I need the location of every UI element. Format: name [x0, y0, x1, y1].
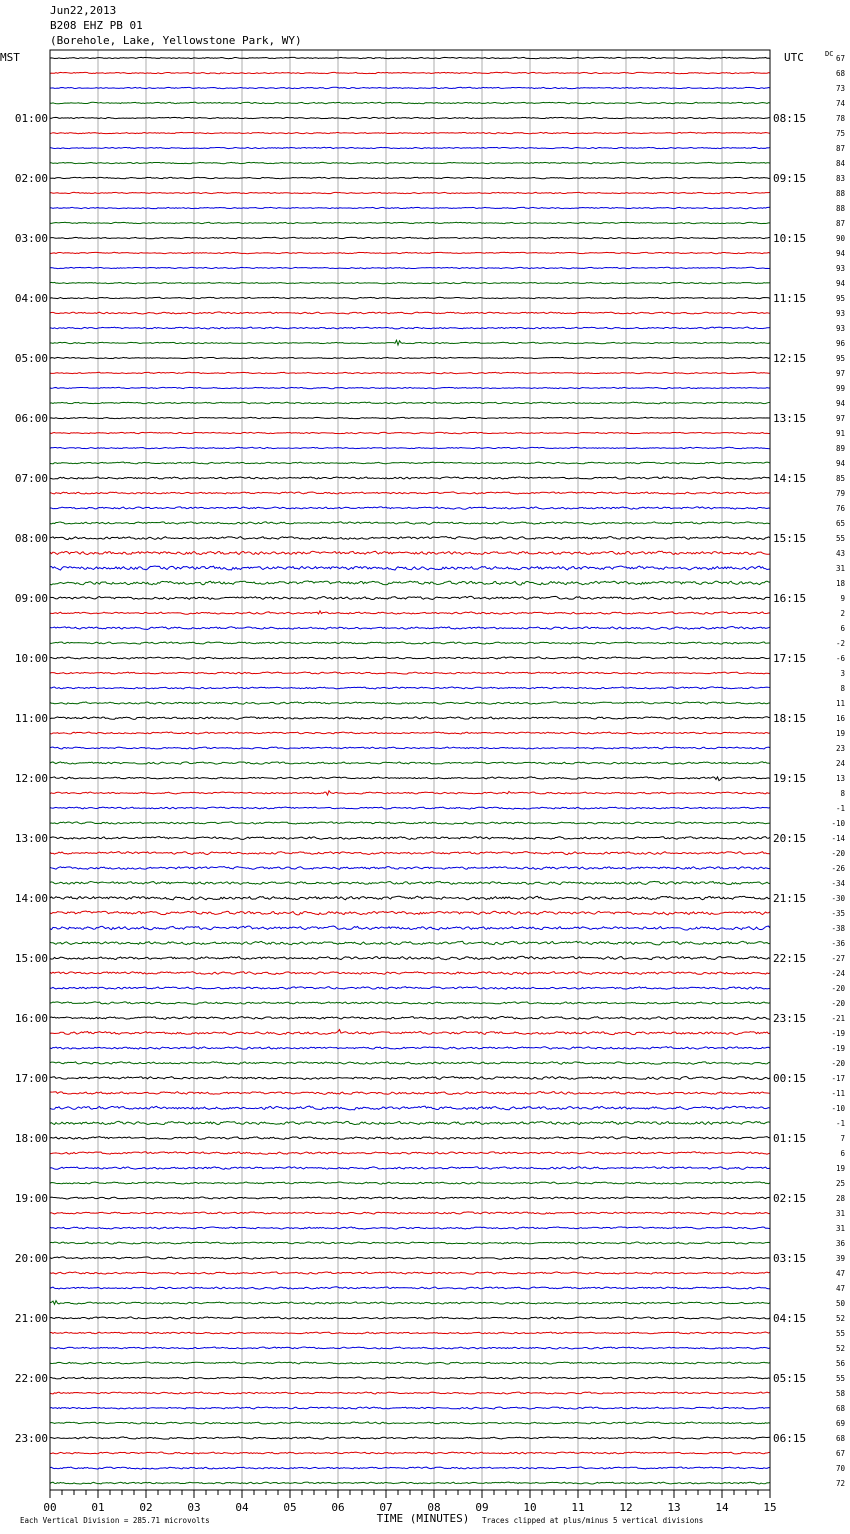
trace-12	[50, 237, 770, 238]
dc-offset-label: 9	[840, 594, 845, 603]
trace-70	[50, 1106, 770, 1110]
dc-offset-label: 25	[835, 1179, 845, 1188]
dc-offset-label: -26	[831, 864, 845, 873]
trace-36	[50, 596, 770, 599]
trace-65	[50, 1030, 770, 1035]
dc-offset-label: 95	[835, 354, 845, 363]
dc-offset-label: 97	[835, 414, 845, 423]
dc-offset-label: 55	[835, 1374, 845, 1383]
dc-offset-label: 8	[840, 789, 845, 798]
trace-16	[50, 297, 770, 299]
trace-76	[50, 1197, 770, 1199]
trace-39	[50, 642, 770, 644]
trace-73	[50, 1152, 770, 1155]
dc-offset-label: 69	[835, 1419, 845, 1428]
utc-hour-label: 23:15	[773, 1012, 807, 1025]
dc-offset-label: 55	[835, 534, 845, 543]
dc-offset-label: 73	[835, 84, 845, 93]
dc-offset-label: 39	[835, 1254, 845, 1263]
dc-offset-label: 31	[835, 1209, 845, 1218]
x-tick-label: 08	[427, 1501, 441, 1514]
mst-hour-label: 21:00	[14, 1312, 48, 1325]
dc-offset-label: 47	[835, 1269, 845, 1278]
dc-offset-label: 3	[840, 669, 845, 678]
utc-hour-label: 21:15	[773, 892, 807, 905]
dc-offset-label: -21	[831, 1014, 845, 1023]
trace-77	[50, 1212, 770, 1214]
dc-offset-label: 99	[835, 384, 845, 393]
utc-hour-label: 16:15	[773, 592, 807, 605]
dc-offset-label: 87	[835, 219, 845, 228]
x-tick-label: 15	[763, 1501, 777, 1514]
dc-offset-label: 16	[835, 714, 845, 723]
utc-hour-label: 15:15	[773, 532, 807, 545]
trace-13	[50, 252, 770, 253]
trace-18	[50, 327, 770, 329]
mst-hour-label: 11:00	[14, 712, 48, 725]
dc-offset-label: 36	[835, 1239, 845, 1248]
mst-hour-label: 07:00	[14, 472, 48, 485]
trace-46	[50, 747, 770, 749]
trace-49	[50, 791, 770, 795]
trace-90	[50, 1407, 770, 1409]
dc-offset-label: 96	[835, 339, 845, 348]
header-location: (Borehole, Lake, Yellowstone Park, WY)	[50, 34, 302, 47]
trace-27	[50, 462, 770, 464]
mst-hour-label: 03:00	[14, 232, 48, 245]
trace-86	[50, 1347, 770, 1349]
trace-52	[50, 837, 770, 840]
dc-offset-label: 8	[840, 684, 845, 693]
mst-hour-label: 06:00	[14, 412, 48, 425]
dc-offset-label: 50	[835, 1299, 845, 1308]
trace-44	[50, 717, 770, 720]
mst-hour-label: 12:00	[14, 772, 48, 785]
trace-63	[50, 1002, 770, 1004]
utc-hour-label: 00:15	[773, 1072, 807, 1085]
trace-30	[50, 507, 770, 509]
dc-offset-label: 31	[835, 564, 845, 573]
trace-89	[50, 1392, 770, 1394]
seismic-traces	[50, 57, 770, 1484]
dc-offset-label: 89	[835, 444, 845, 453]
x-tick-label: 13	[667, 1501, 681, 1514]
utc-hour-label: 14:15	[773, 472, 807, 485]
x-tick-label: 00	[43, 1501, 57, 1514]
dc-offset-label: 7	[840, 1134, 845, 1143]
dc-offset-label: -1	[835, 804, 845, 813]
trace-69	[50, 1092, 770, 1095]
dc-offset-label: 94	[835, 399, 845, 408]
dc-offset-label: 56	[835, 1359, 845, 1368]
dc-offset-label: 2	[840, 609, 845, 618]
utc-hour-label: 11:15	[773, 292, 807, 305]
dc-offset-label: 76	[835, 504, 845, 513]
x-tick-label: 09	[475, 1501, 489, 1514]
header-date: Jun22,2013	[50, 4, 117, 17]
utc-hour-label: 12:15	[773, 352, 807, 365]
dc-offset-label: -34	[831, 879, 845, 888]
trace-17	[50, 312, 770, 314]
mst-hour-label: 16:00	[14, 1012, 48, 1025]
dc-offset-label: 88	[835, 189, 845, 198]
trace-54	[50, 867, 770, 870]
dc-offset-label: 68	[835, 1404, 845, 1413]
trace-29	[50, 492, 770, 494]
mst-hour-label: 04:00	[14, 292, 48, 305]
trace-56	[50, 896, 770, 900]
trace-79	[50, 1242, 770, 1244]
x-tick-label: 07	[379, 1501, 393, 1514]
dc-offset-label: 28	[835, 1194, 845, 1203]
mst-hour-label: 18:00	[14, 1132, 48, 1145]
trace-53	[50, 852, 770, 855]
trace-32	[50, 537, 770, 540]
dc-offset-label: 11	[835, 699, 845, 708]
trace-40	[50, 657, 770, 659]
trace-41	[50, 672, 770, 674]
dc-offset-label: 90	[835, 234, 845, 243]
dc-offset-label: 43	[835, 549, 845, 558]
dc-offset-label: -19	[831, 1029, 845, 1038]
dc-offset-label: 94	[835, 249, 845, 258]
mst-axis-title: MST	[0, 51, 20, 64]
trace-68	[50, 1077, 770, 1080]
dc-offset-label: 94	[835, 279, 845, 288]
trace-37	[50, 611, 770, 614]
dc-column-title: DC	[825, 50, 834, 58]
dc-offset-label: 6	[840, 624, 845, 633]
utc-hour-label: 17:15	[773, 652, 807, 665]
clip-note: Traces clipped at plus/minus 5 vertical divisions	[482, 1516, 704, 1525]
dc-offset-label: -24	[831, 969, 845, 978]
dc-offset-label: -10	[831, 1104, 845, 1113]
trace-55	[50, 881, 770, 884]
trace-48	[50, 777, 770, 781]
x-tick-label: 05	[283, 1501, 297, 1514]
dc-offset-label: -10	[831, 819, 845, 828]
dc-offset-label: -38	[831, 924, 845, 933]
dc-offset-label: 93	[835, 309, 845, 318]
utc-hour-label: 06:15	[773, 1432, 807, 1445]
dc-offset-label: 97	[835, 369, 845, 378]
utc-hour-label: 20:15	[773, 832, 807, 845]
trace-82	[50, 1287, 770, 1289]
x-tick-label: 12	[619, 1501, 633, 1514]
trace-95	[50, 1482, 770, 1484]
trace-72	[50, 1137, 770, 1140]
trace-5	[50, 132, 770, 133]
dc-offset-label: -14	[831, 834, 845, 843]
scale-note: Each Vertical Division = 285.71 microvolts	[20, 1516, 210, 1525]
dc-offset-label: 85	[835, 474, 845, 483]
trace-64	[50, 1016, 770, 1019]
dc-offset-label: -6	[835, 654, 845, 663]
dc-offset-label: -30	[831, 894, 845, 903]
trace-19	[50, 340, 770, 345]
dc-offset-label: 67	[835, 1449, 845, 1458]
trace-67	[50, 1062, 770, 1064]
dc-offset-label: -27	[831, 954, 845, 963]
trace-87	[50, 1362, 770, 1364]
dc-offset-label: -20	[831, 984, 845, 993]
trace-81	[50, 1272, 770, 1274]
trace-31	[50, 522, 770, 525]
mst-hour-label: 14:00	[14, 892, 48, 905]
trace-0	[50, 57, 770, 58]
trace-92	[50, 1437, 770, 1439]
trace-74	[50, 1167, 770, 1170]
trace-38	[50, 627, 770, 630]
dc-offset-label: 93	[835, 264, 845, 273]
utc-hour-label: 10:15	[773, 232, 807, 245]
dc-offset-label: 31	[835, 1224, 845, 1233]
dc-offset-label: 94	[835, 459, 845, 468]
trace-91	[50, 1422, 770, 1424]
utc-hour-label: 19:15	[773, 772, 807, 785]
mst-hour-label: 17:00	[14, 1072, 48, 1085]
dc-offset-label: 95	[835, 294, 845, 303]
trace-75	[50, 1182, 770, 1184]
mst-hour-label: 20:00	[14, 1252, 48, 1265]
trace-15	[50, 282, 770, 284]
dc-offset-label: 52	[835, 1314, 845, 1323]
dc-offset-label: 72	[835, 1479, 845, 1488]
utc-hour-label: 18:15	[773, 712, 807, 725]
trace-88	[50, 1377, 770, 1379]
dc-offset-label: 78	[835, 114, 845, 123]
dc-offset-label: 47	[835, 1284, 845, 1293]
trace-14	[50, 267, 770, 268]
x-tick-label: 14	[715, 1501, 729, 1514]
trace-10	[50, 207, 770, 208]
trace-57	[50, 911, 770, 915]
trace-23	[50, 402, 770, 404]
mst-hour-label: 02:00	[14, 172, 48, 185]
dc-offset-label: 88	[835, 204, 845, 213]
trace-9	[50, 192, 770, 193]
trace-22	[50, 387, 770, 388]
header-station: B208 EHZ PB 01	[50, 19, 143, 32]
trace-8	[50, 177, 770, 178]
trace-50	[50, 807, 770, 809]
dc-offset-label: 23	[835, 744, 845, 753]
mst-hour-label: 22:00	[14, 1372, 48, 1385]
dc-offset-label: -35	[831, 909, 845, 918]
trace-61	[50, 972, 770, 975]
dc-offset-label: 55	[835, 1329, 845, 1338]
utc-hour-label: 01:15	[773, 1132, 807, 1145]
trace-7	[50, 162, 770, 163]
trace-24	[50, 417, 770, 418]
mst-hour-label: 09:00	[14, 592, 48, 605]
dc-offset-label: 75	[835, 129, 845, 138]
dc-offset-label: -17	[831, 1074, 845, 1083]
trace-51	[50, 822, 770, 824]
dc-offset-label: 84	[835, 159, 845, 168]
x-tick-label: 04	[235, 1501, 249, 1514]
dc-offset-label: 68	[835, 69, 845, 78]
trace-42	[50, 687, 770, 689]
x-tick-label: 01	[91, 1501, 105, 1514]
trace-47	[50, 762, 770, 764]
dc-offset-label: -1	[835, 1119, 845, 1128]
mst-hour-label: 13:00	[14, 832, 48, 845]
dc-offset-label: 91	[835, 429, 845, 438]
dc-offset-label: 79	[835, 489, 845, 498]
trace-66	[50, 1047, 770, 1050]
dc-offset-label: 67	[835, 54, 845, 63]
trace-28	[50, 477, 770, 479]
utc-hour-label: 02:15	[773, 1192, 807, 1205]
utc-axis-title: UTC	[784, 51, 804, 64]
trace-25	[50, 432, 770, 433]
mst-hour-label: 23:00	[14, 1432, 48, 1445]
dc-offset-label: 6	[840, 1149, 845, 1158]
dc-offset-label: 52	[835, 1344, 845, 1353]
trace-58	[50, 926, 770, 930]
dc-offset-label: 68	[835, 1434, 845, 1443]
dc-offset-label: -36	[831, 939, 845, 948]
dc-offset-label: 58	[835, 1389, 845, 1398]
mst-hour-label: 01:00	[14, 112, 48, 125]
utc-hour-label: 05:15	[773, 1372, 807, 1385]
plot-frame	[50, 50, 770, 1490]
dc-offset-label: 87	[835, 144, 845, 153]
x-axis-title: TIME (MINUTES)	[376, 1512, 470, 1525]
trace-3	[50, 102, 770, 104]
dc-offset-label: 93	[835, 324, 845, 333]
trace-45	[50, 732, 770, 734]
utc-hour-label: 22:15	[773, 952, 807, 965]
trace-26	[50, 447, 770, 449]
dc-offset-label: 19	[835, 1164, 845, 1173]
trace-62	[50, 987, 770, 990]
trace-1	[50, 72, 770, 74]
dc-offset-label: 19	[835, 729, 845, 738]
x-tick-label: 06	[331, 1501, 345, 1514]
dc-offset-label: 18	[835, 579, 845, 588]
dc-offset-label: -20	[831, 849, 845, 858]
utc-hour-label: 03:15	[773, 1252, 807, 1265]
trace-2	[50, 87, 770, 88]
trace-59	[50, 941, 770, 945]
dc-offset-label: 70	[835, 1464, 845, 1473]
trace-34	[50, 566, 770, 570]
trace-80	[50, 1257, 770, 1259]
mst-hour-label: 05:00	[14, 352, 48, 365]
utc-hour-label: 04:15	[773, 1312, 807, 1325]
mst-hour-label: 15:00	[14, 952, 48, 965]
mst-hour-label: 08:00	[14, 532, 48, 545]
dc-offset-label: -20	[831, 999, 845, 1008]
utc-hour-label: 08:15	[773, 112, 807, 125]
trace-4	[50, 117, 770, 118]
dc-offset-label: -2	[835, 639, 845, 648]
mst-hour-label: 19:00	[14, 1192, 48, 1205]
utc-hour-label: 09:15	[773, 172, 807, 185]
x-tick-label: 02	[139, 1501, 153, 1514]
dc-offset-label: -19	[831, 1044, 845, 1053]
dc-offset-label: -11	[831, 1089, 845, 1098]
trace-35	[50, 581, 770, 585]
trace-71	[50, 1121, 770, 1124]
trace-6	[50, 147, 770, 148]
trace-93	[50, 1452, 770, 1454]
dc-offset-label: 13	[835, 774, 845, 783]
x-tick-label: 10	[523, 1501, 537, 1514]
trace-33	[50, 551, 770, 554]
trace-78	[50, 1227, 770, 1229]
mst-hour-label: 10:00	[14, 652, 48, 665]
utc-hour-label: 13:15	[773, 412, 807, 425]
trace-21	[50, 372, 770, 373]
dc-offset-label: 24	[835, 759, 845, 768]
dc-offset-label: 83	[835, 174, 845, 183]
trace-83	[50, 1301, 770, 1305]
dc-offset-label: -20	[831, 1059, 845, 1068]
trace-94	[50, 1467, 770, 1469]
x-tick-label: 03	[187, 1501, 201, 1514]
trace-20	[50, 357, 770, 358]
trace-60	[50, 956, 770, 960]
x-tick-label: 11	[571, 1501, 585, 1514]
dc-offset-label: 74	[835, 99, 845, 108]
trace-85	[50, 1332, 770, 1334]
trace-84	[50, 1317, 770, 1319]
trace-43	[50, 702, 770, 704]
trace-11	[50, 222, 770, 223]
dc-offset-label: 65	[835, 519, 845, 528]
